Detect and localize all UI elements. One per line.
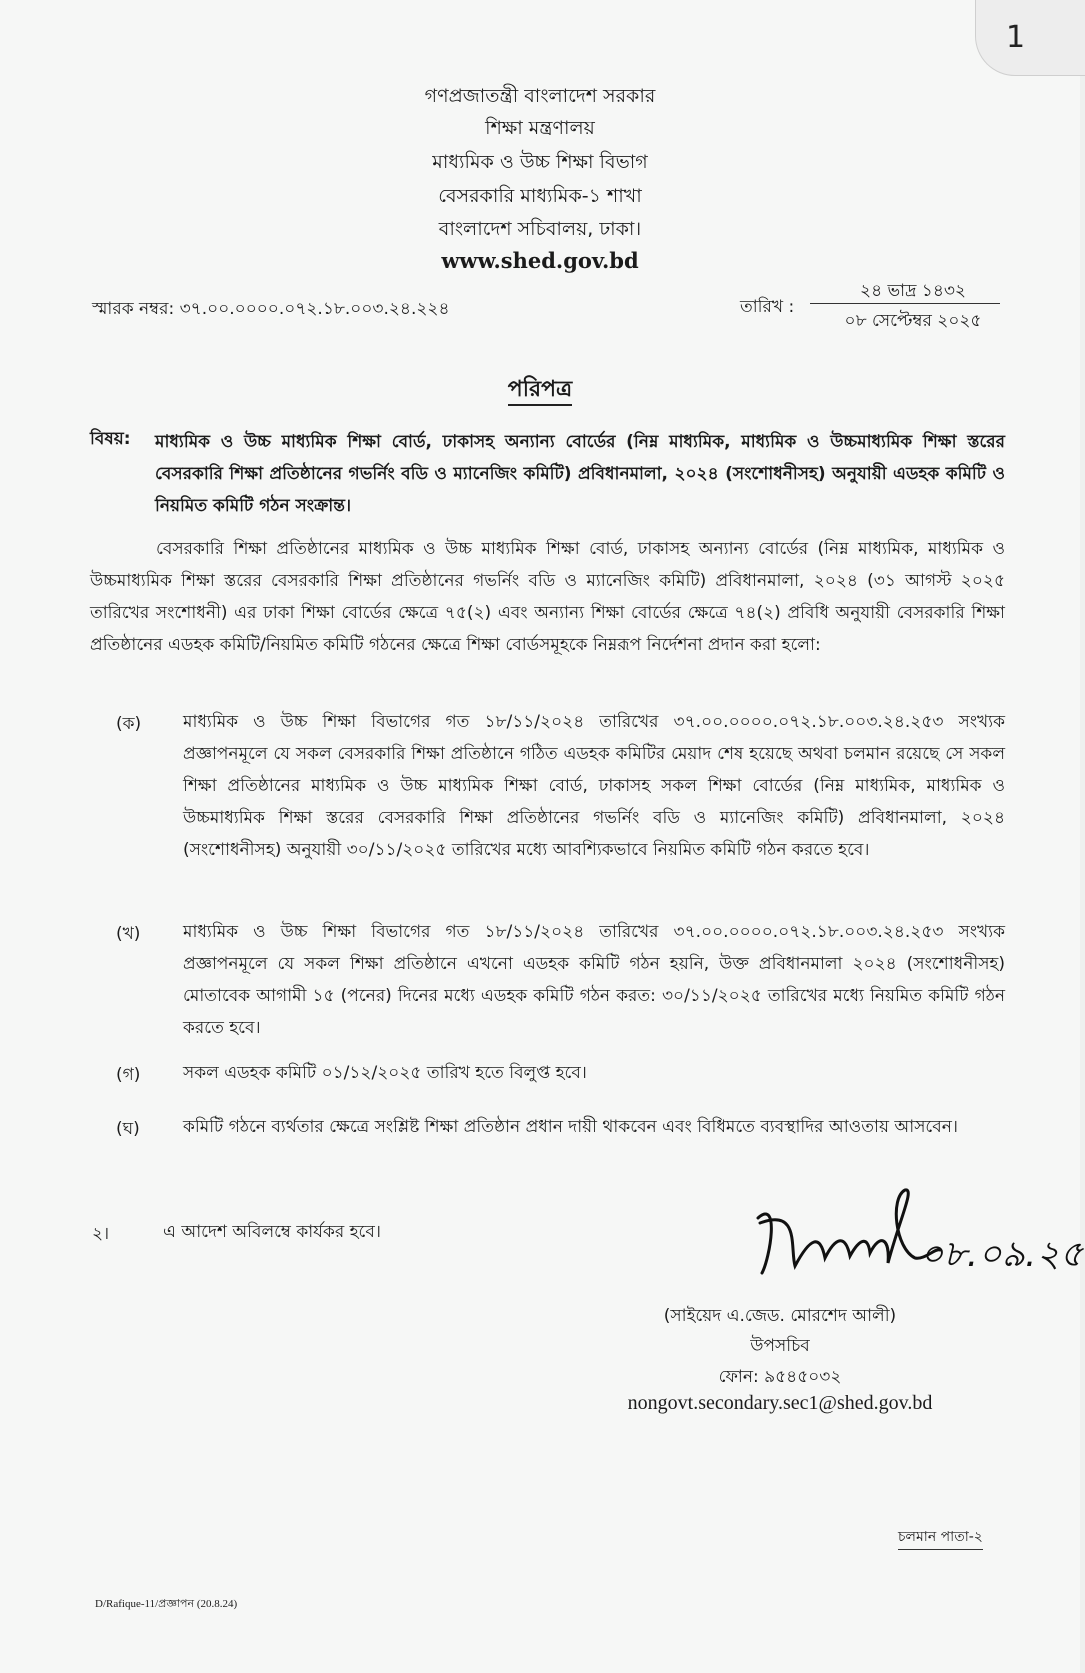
date-label: তারিখ : <box>740 297 795 317</box>
point-2-label: ২। <box>92 1224 110 1244</box>
signatory-phone: ফোন: ৯৫৪৫০৩২ <box>718 1367 842 1387</box>
signature-scribble <box>740 1178 1084 1288</box>
header-ministry: শিক্ষা মন্ত্রণালয় <box>485 117 595 139</box>
signatory-email[interactable]: nongovt.secondary.sec1@shed.gov.bd <box>627 1392 933 1414</box>
item-gha-text: কমিটি গঠনে ব্যর্থতার ক্ষেত্রে সংশ্লিষ্ট শিক্ষা প্রতিষ্ঠান প্রধান দায়ী থাকবেন এবং বিধিমতে ব্যবস্থাদির আওতায় আসবেন। <box>183 1117 958 1137</box>
signatory-name: (সাইয়েদ এ.জেড. মোরশেদ আলী) <box>663 1306 897 1326</box>
intro-paragraph: বেসরকারি শিক্ষা প্রতিষ্ঠানের মাধ্যমিক ও উচ্চ মাধ্যমিক শিক্ষা বোর্ড, ঢাকাসহ অন্যান্য বোর্ডের (নিম্ন মাধ্যমিক, মাধ্যমিক ও উচ্চমাধ্যমিক শিক্ষা স্তরের বেসরকারি শিক্ষা প্রতিষ্ঠানের গভর্নিং বডি ও ম্যানেজিং কমিটি) প্রবিধানমালা, ২০২৪ (৩১ আগস্ট ২০২৫ তারিখের সংশোধনী) এর ঢাকা শিক্ষা বোর্ডের ক্ষেত্রে ৭৫(২) এবং অন্যান্য শিক্ষা বোর্ডের ক্ষেত্রে ৭৪(২) প্রবিধি অনুযায়ী বেসরকারি শিক্ষা প্রতিষ্ঠানের এডহক কমিটি/নিয়মিত কমিটি গঠনের ক্ষেত্রে শিক্ষা বোর্ডসমূহকে নিম্নরূপ নির্দেশনা প্রদান করা হলো: <box>90 539 1005 655</box>
point-2-text: এ আদেশ অবিলম্বে কার্যকর হবে। <box>163 1222 381 1242</box>
subject-label: বিষয়: <box>90 429 131 449</box>
header-division: মাধ্যমিক ও উচ্চ শিক্ষা বিভাগ <box>432 151 648 173</box>
continued-page-note: চলমান পাতা-২ <box>898 1525 983 1550</box>
item-ga-label: (গ) <box>116 1065 141 1085</box>
signatory-designation: উপসচিব <box>750 1336 810 1356</box>
footer-code: D/Rafique-11/প্রজ্ঞাপন (20.8.24) <box>95 1598 238 1610</box>
item-ka-text: মাধ্যমিক ও উচ্চ শিক্ষা বিভাগের গত ১৮/১১/২০২৪ তারিখের ৩৭.০০.০০০০.০৭২.১৮.০০৩.২৪.২৫৩ সংখ্যক প্রজ্ঞাপনমূলে যে সকল বেসরকারি শিক্ষা প্রতিষ্ঠানে গঠিত এডহক কমিটির মেয়াদ শেষ হয়েছে অথবা চলমান রয়েছে সে সকল শিক্ষা প্রতিষ্ঠানের মাধ্যমিক ও উচ্চ মাধ্যমিক শিক্ষা বোর্ড, ঢাকাসহ সকল শিক্ষা বোর্ডের (নিম্ন মাধ্যমিক, মাধ্যমিক ও উচ্চমাধ্যমিক শিক্ষা স্তরের বেসরকারি শিক্ষা প্রতিষ্ঠানের গভর্নিং বডি ও ম্যানেজিং কমিটি) প্রবিধানমালা, ২০২৪ (সংশোধনীসহ) অনুযায়ী ৩০/১১/২০২৫ তারিখের মধ্যে আবশ্যিকভাবে নিয়মিত কমিটি গঠন করতে হবে। <box>183 712 1005 860</box>
svg-text:০৮.০৯.২৫: ০৮.০৯.২৫ <box>920 1234 1084 1275</box>
memo-number: স্মারক নম্বর: ৩৭.০০.০০০০.০৭২.১৮.০০৩.২৪.২২৪ <box>92 299 450 319</box>
page-number-badge: 1 <box>975 0 1085 76</box>
item-ka-label: (ক) <box>116 714 142 734</box>
date-divider <box>810 303 1000 304</box>
date-bangla: ২৪ ভাদ্র ১৪৩২ <box>860 281 966 301</box>
subject-text: মাধ্যমিক ও উচ্চ মাধ্যমিক শিক্ষা বোর্ড, ঢাকাসহ অন্যান্য বোর্ডের (নিম্ন মাধ্যমিক, মাধ্যমিক ও উচ্চমাধ্যমিক শিক্ষা স্তরের বেসরকারি শিক্ষা প্রতিষ্ঠানের গভর্নিং বডি ও ম্যানেজিং কমিটি) প্রবিধানমালা, ২০২৪ (সংশোধনীসহ) অনুযায়ী এডহক কমিটি ও নিয়মিত কমিটি গঠন সংক্রান্ত। <box>155 432 1005 516</box>
item-kha-text: মাধ্যমিক ও উচ্চ শিক্ষা বিভাগের গত ১৮/১১/২০২৪ তারিখের ৩৭.০০.০০০০.০৭২.১৮.০০৩.২৪.২৫৩ সংখ্যক প্রজ্ঞাপনমূলে যে সকল শিক্ষা প্রতিষ্ঠানে এখনো এডহক কমিটি গঠন হয়নি, উক্ত প্রবিধানমালা ২০২৪ (সংশোধনীসহ) মোতাবেক আগামী ১৫ (পনের) দিনের মধ্যে এডহক কমিটি গঠন করত: ৩০/১১/২০২৫ তারিখের মধ্যে নিয়মিত কমিটি গঠন করতে হবে। <box>183 922 1005 1038</box>
header-government: গণপ্রজাতন্ত্রী বাংলাদেশ সরকার <box>424 85 656 107</box>
header-location: বাংলাদেশ সচিবালয়, ঢাকা। <box>438 218 642 240</box>
date-english: ০৮ সেপ্টেম্বর ২০২৫ <box>844 311 982 331</box>
item-gha-label: (ঘ) <box>116 1119 140 1139</box>
header-branch: বেসরকারি মাধ্যমিক-১ শাখা <box>438 185 642 207</box>
header-website[interactable]: www.shed.gov.bd <box>441 248 639 273</box>
document-title: পরিপত্র <box>0 372 1080 409</box>
item-kha-label: (খ) <box>116 924 141 944</box>
item-ga-text: সকল এডহক কমিটি ০১/১২/২০২৫ তারিখ হতে বিলুপ্ত হবে। <box>183 1063 587 1083</box>
